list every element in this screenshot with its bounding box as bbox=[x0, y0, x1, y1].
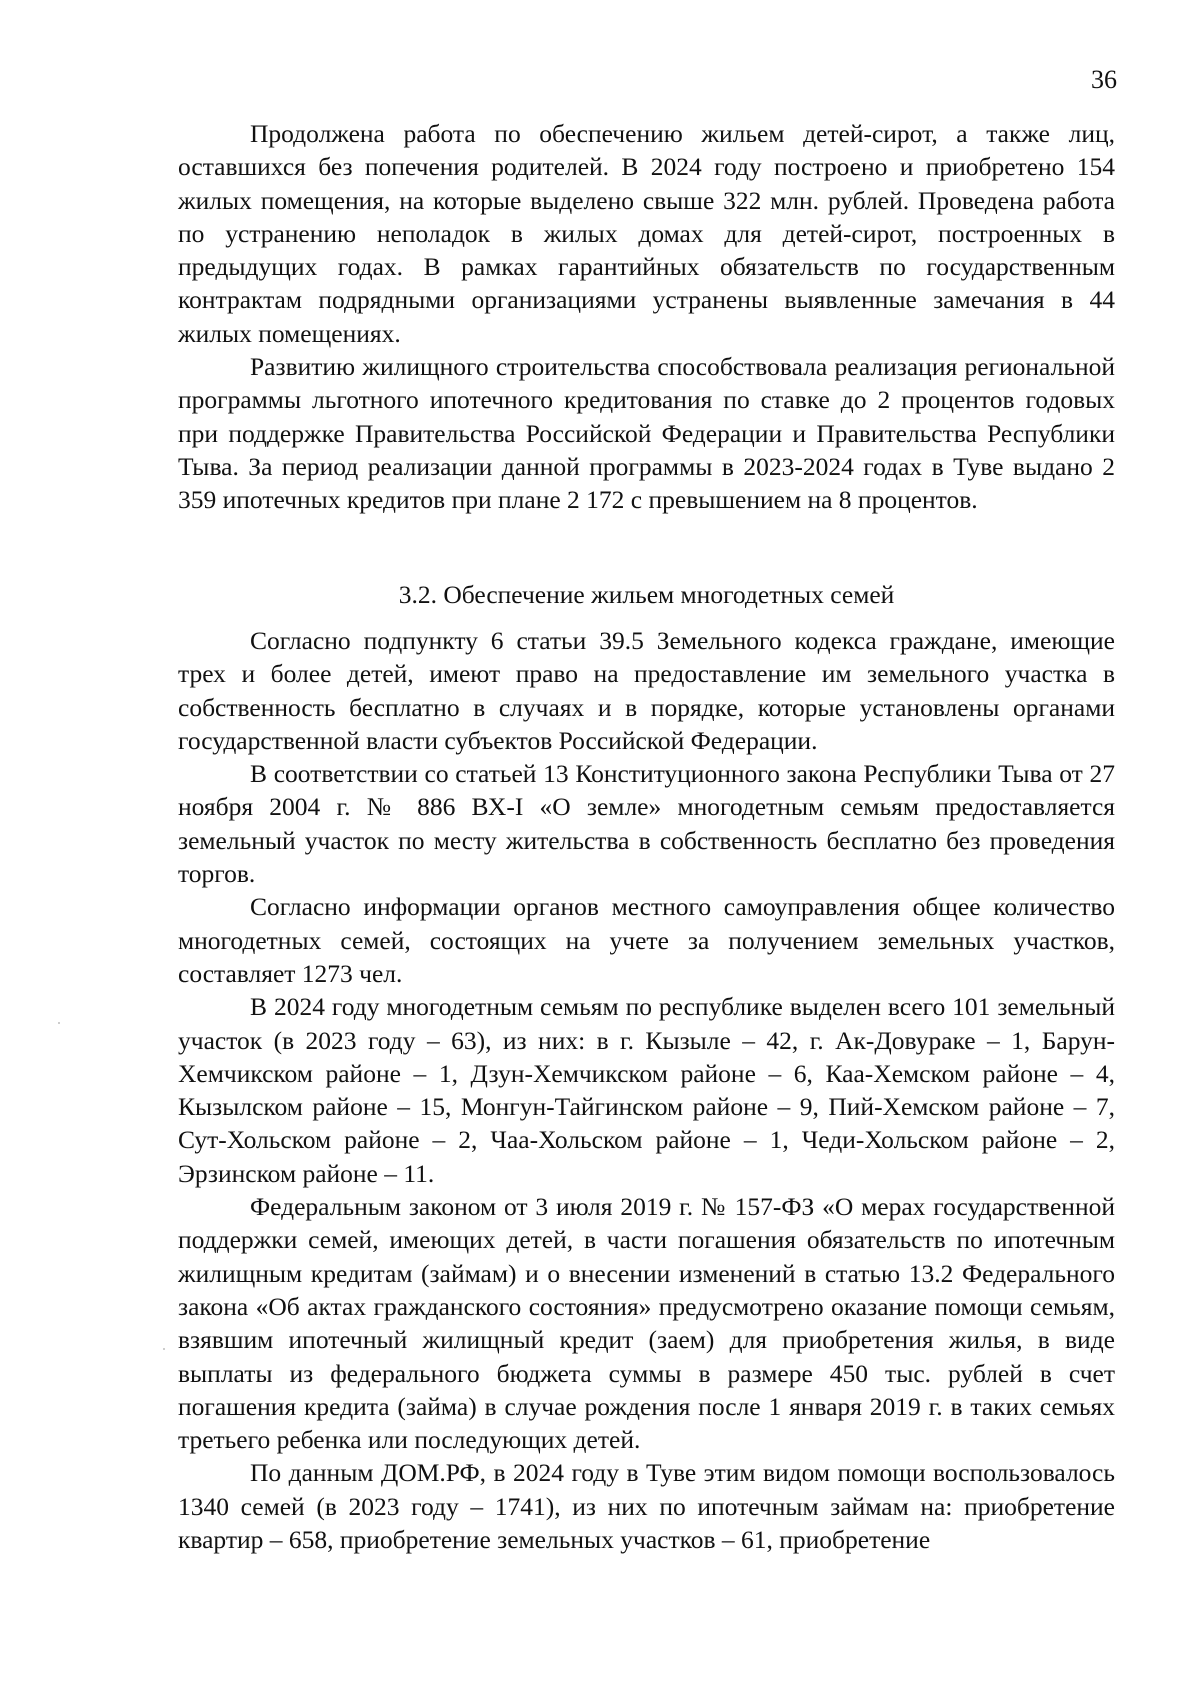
paragraph: Согласно подпункту 6 статьи 39.5 Земельного кодекса граждане, имеющие трех и более детей, имеют право на предоставление им земельного участка в собственность бесплатно в случаях и в порядке, которые установлены органами государственной власти субъектов Российской Федерации. bbox=[178, 626, 1115, 755]
text-block-after-heading bbox=[178, 624, 1115, 1556]
section-heading: 3.2. Обеспечение жильем многодетных семей bbox=[398, 580, 895, 609]
paragraph: По данным ДОМ.РФ, в 2024 году в Туве этим видом помощи воспользовалось 1340 семей (в 2023 году – 1741), из них по ипотечным займам на: приобретение квартир – 658, приобретение земельных участков – 61, приобретение bbox=[178, 1458, 1115, 1555]
scan-speck bbox=[163, 1348, 165, 1350]
paragraph: Согласно информации органов местного самоуправления общее количество многодетных семей, состоящих на учете за получением земельных участков, составляет 1273 чел. bbox=[178, 892, 1115, 988]
text-block-before-heading bbox=[178, 117, 1115, 517]
paragraph: Федеральным законом от 3 июля 2019 г. № 157-ФЗ «О мерах государственной поддержки семей, имеющих детей, в части погашения обязательств по ипотечным жилищным кредитам (займам) и о внесении изменений в статью 13.2 Федерального закона «Об актах гражданского состояния» предусмотрено оказание помощи семьям, взявшим ипотечный жилищный кредит (заем) для приобретения жилья, в виде выплаты из федерального бюджета суммы в размере 450 тыс. рублей в счет погашения кредита (займа) в случае рождения после 1 января 2019 г. в таких семьях третьего ребенка или последующих детей. bbox=[178, 1192, 1115, 1455]
paragraph: В 2024 году многодетным семьям по республике выделен всего 101 земельный участок (в 2023 году – 63), из них: в г. Кызыле – 42, г. Ак-Довураке – 1, Барун-Хемчикском районе – 1, Дзун-Хемчикском районе – 6, Каа-Хемском районе – 4, Кызылском районе – 15, Монгун-Тайгинском районе – 9, Пий-Хемском районе – 7, Сут-Хольском районе – 2, Чаа-Хольском районе – 1, Чеди-Хольском районе – 2, Эрзинском районе – 11. bbox=[178, 992, 1115, 1188]
page-number: 36 bbox=[1091, 65, 1117, 94]
scan-speck bbox=[58, 1022, 60, 1024]
paragraph: Продолжена работа по обеспечению жильем детей-сирот, а также лиц, оставшихся без попечения родителей. В 2024 году построено и приобретено 154 жилых помещения, на которые выделено свыше 322 млн. рублей. Проведена работа по устранению неполадок в жилых домах для детей-сирот, построенных в предыдущих годах. В рамках гарантийных обязательств по государственным контрактам подрядными организациями устранены выявленные замечания в 44 жилых помещениях. bbox=[178, 119, 1115, 348]
paragraph: В соответствии со статьей 13 Конституционного закона Республики Тыва от 27 ноября 2004 г. № 886 ВХ-I «О земле» многодетным семьям предоставляется земельный участок по месту жительства в собственность бесплатно без проведения торгов. bbox=[178, 759, 1115, 889]
paragraph: Развитию жилищного строительства способствовала реализация региональной программы льготного ипотечного кредитования по ставке до 2 процентов годовых при поддержке Правительства Российской Федерации и Правительства Республики Тыва. За период реализации данной программы в 2023-2024 годах в Туве выдано 2 359 ипотечных кредитов при плане 2 172 с превышением на 8 процентов. bbox=[178, 352, 1115, 515]
